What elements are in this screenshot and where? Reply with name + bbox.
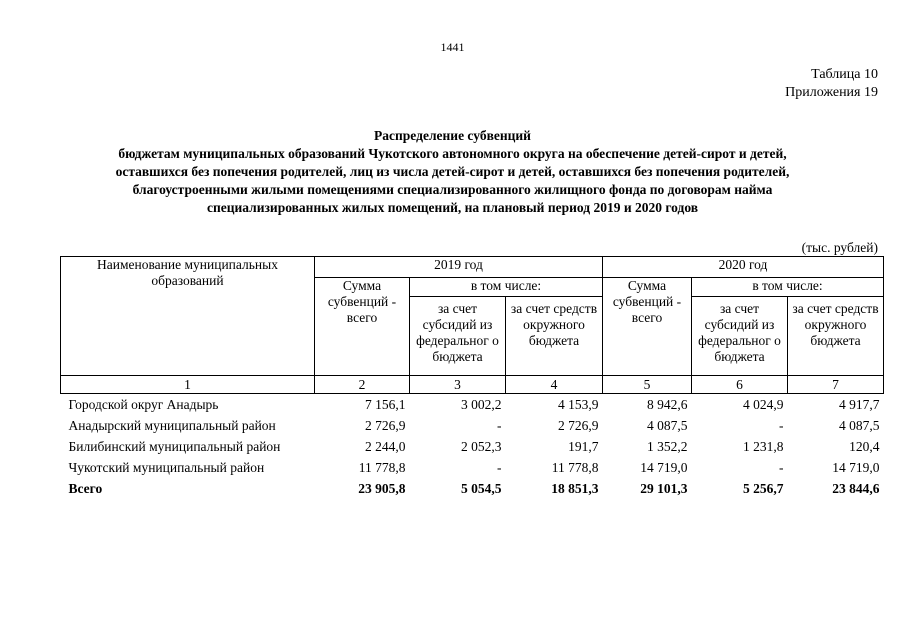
header-name-col: Наименование муниципальных образований [61,257,315,376]
title-line4: благоустроенными жилыми помещениями специализированного жилищного фонда по договорам найма [132,182,773,197]
cell-value: - [779,459,784,475]
header-district-2020: за счет средств окружного бюджета [788,297,884,376]
header-total-2020: Сумма субвенций - всего [603,278,692,376]
col-number: 3 [410,376,506,394]
table-reference [785,66,878,102]
header-year-2020: 2020 год [603,257,884,278]
total-value: 5 054,5 [461,480,502,496]
title-line5: специализированных жилых помещений, на плановый период 2019 и 2020 годов [206,200,699,215]
cell-value: 8 942,6 [647,396,688,412]
cell-value: 2 726,9 [558,417,599,433]
table-row [61,457,884,478]
header-district-2019: за счет средств окружного бюджета [506,297,603,376]
col-number: 6 [692,376,788,394]
header-year-2019: 2019 год [315,257,603,278]
header-total-2019: Сумма субвенций - всего [315,278,410,376]
row-name: Билибинский муниципальный район [68,438,281,454]
cell-value: 4 153,9 [558,396,599,412]
cell-value: 1 352,2 [647,438,688,454]
subvention-table [60,256,884,499]
header-including-2020: в том числе: [692,278,884,297]
cell-value: 2 052,3 [461,438,502,454]
cell-value: 3 002,2 [461,396,502,412]
row-name: Анадырский муниципальный район [68,417,276,433]
cell-value: 4 087,5 [839,417,880,433]
row-name: Городской округ Анадырь [68,396,219,412]
cell-value: 120,4 [849,438,880,454]
table-ref-line2: Приложения 19 [785,85,878,100]
col-number: 7 [788,376,884,394]
page-number: 1441 [440,40,465,54]
cell-value: 2 726,9 [365,417,406,433]
cell-value: 191,7 [568,438,599,454]
cell-value: 4 087,5 [647,417,688,433]
cell-value: 11 778,8 [551,459,599,475]
table-row [61,415,884,436]
total-value: 29 101,3 [640,480,688,496]
cell-value: - [497,459,502,475]
cell-value: - [779,417,784,433]
col-number: 5 [603,376,692,394]
col-number: 2 [315,376,410,394]
cell-value: 14 719,0 [832,459,880,475]
title-line3: оставшихся без попечения родителей, лиц из числа детей-сирот и детей, оставшихся без попечения родителей, [115,164,790,179]
cell-value: 4 024,9 [743,396,784,412]
col-number: 4 [506,376,603,394]
cell-value: 11 778,8 [358,459,406,475]
table-ref-line1: Таблица 10 [811,67,878,82]
col-number: 1 [61,376,315,394]
cell-value: 2 244,0 [365,438,406,454]
total-label: Всего [68,480,103,496]
document-title [40,127,865,217]
units-label: (тыс. рублей) [801,240,878,255]
table-row [61,394,884,416]
header-federal-2019: за счет субсидий из федеральног о бюджета [410,297,506,376]
table-total-row [61,478,884,499]
cell-value: 14 719,0 [640,459,688,475]
title-line1: Распределение субвенций [374,128,531,143]
cell-value: 7 156,1 [365,396,406,412]
row-name: Чукотский муниципальный район [68,459,265,475]
cell-value: 1 231,8 [743,438,784,454]
cell-value: - [497,417,502,433]
cell-value: 4 917,7 [839,396,880,412]
header-including-2019: в том числе: [410,278,603,297]
total-value: 23 844,6 [832,480,880,496]
total-value: 5 256,7 [743,480,784,496]
table-row [61,436,884,457]
title-line2: бюджетам муниципальных образований Чукотского автономного округа на обеспечение детей-сирот и детей, [118,146,787,161]
total-value: 18 851,3 [551,480,599,496]
total-value: 23 905,8 [358,480,406,496]
header-federal-2020: за счет субсидий из федеральног о бюджета [692,297,788,376]
